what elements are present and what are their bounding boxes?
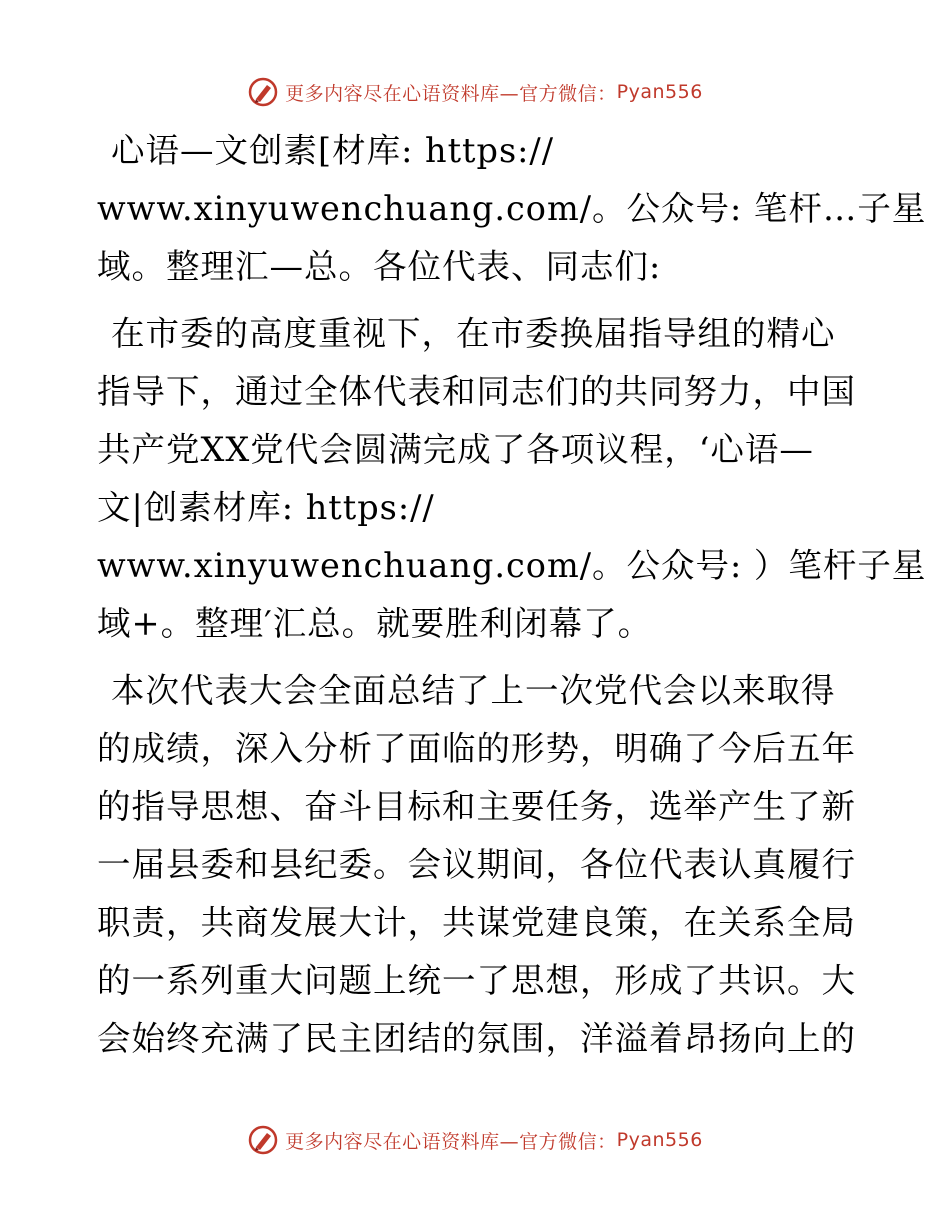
banner-wechat-id: Pyan556 [616,81,703,103]
banner-wechat-id: Pyan556 [616,1129,703,1151]
pen-logo-icon [247,76,279,108]
text-line: 会始终充满了民主团结的氛围，洋溢着昂扬向上的 [97,1019,856,1058]
header-banner [0,72,950,112]
text-line: 的一系列重大问题上统一了思想，形成了共识。大 [97,961,856,1000]
paragraph-1 [97,122,927,296]
pen-logo-icon [247,1124,279,1156]
text-line: 职责，共商发展大计，共谋党建良策，在关系全局 [97,903,856,942]
text-line: 的成绩，深入分析了面临的形势，明确了今后五年 [97,729,856,768]
paragraph-3 [97,662,857,1068]
text-line: 的指导思想、奋斗目标和主要任务，选举产生了新 [97,787,856,826]
banner-text: 更多内容尽在心语资料库—官方微信： [285,82,617,105]
text-line: www.xinyuwenchuang.com/。公众号: 笔杆…子星 [97,189,927,228]
paragraph-2 [97,305,927,653]
text-line: 文|创素材库: https:// [97,488,435,527]
text-line: 共产党XX党代会圆满完成了各项议程，‘心语— [97,430,814,469]
text-line: 指导下，通过全体代表和同志们的共同努力，中国 [97,372,856,411]
text-line: www.xinyuwenchuang.com/。公众号: ）笔杆子星 [97,546,927,585]
footer-banner [0,1120,950,1160]
text-line: 本次代表大会全面总结了上一次党代会以来取得 [111,671,836,710]
banner-text: 更多内容尽在心语资料库—官方微信： [285,1130,617,1153]
text-line: 域+。整理′汇总。就要胜利闭幕了。 [97,604,653,643]
text-line: 在市委的高度重视下，在市委换届指导组的精心 [111,314,836,353]
document-body [97,122,927,1068]
text-line: 心语—文创素[材库: https:// [111,131,555,170]
text-line: 一届县委和县纪委。会议期间，各位代表认真履行 [97,845,856,884]
text-line: 域。整理汇—总。各位代表、同志们: [97,247,662,286]
